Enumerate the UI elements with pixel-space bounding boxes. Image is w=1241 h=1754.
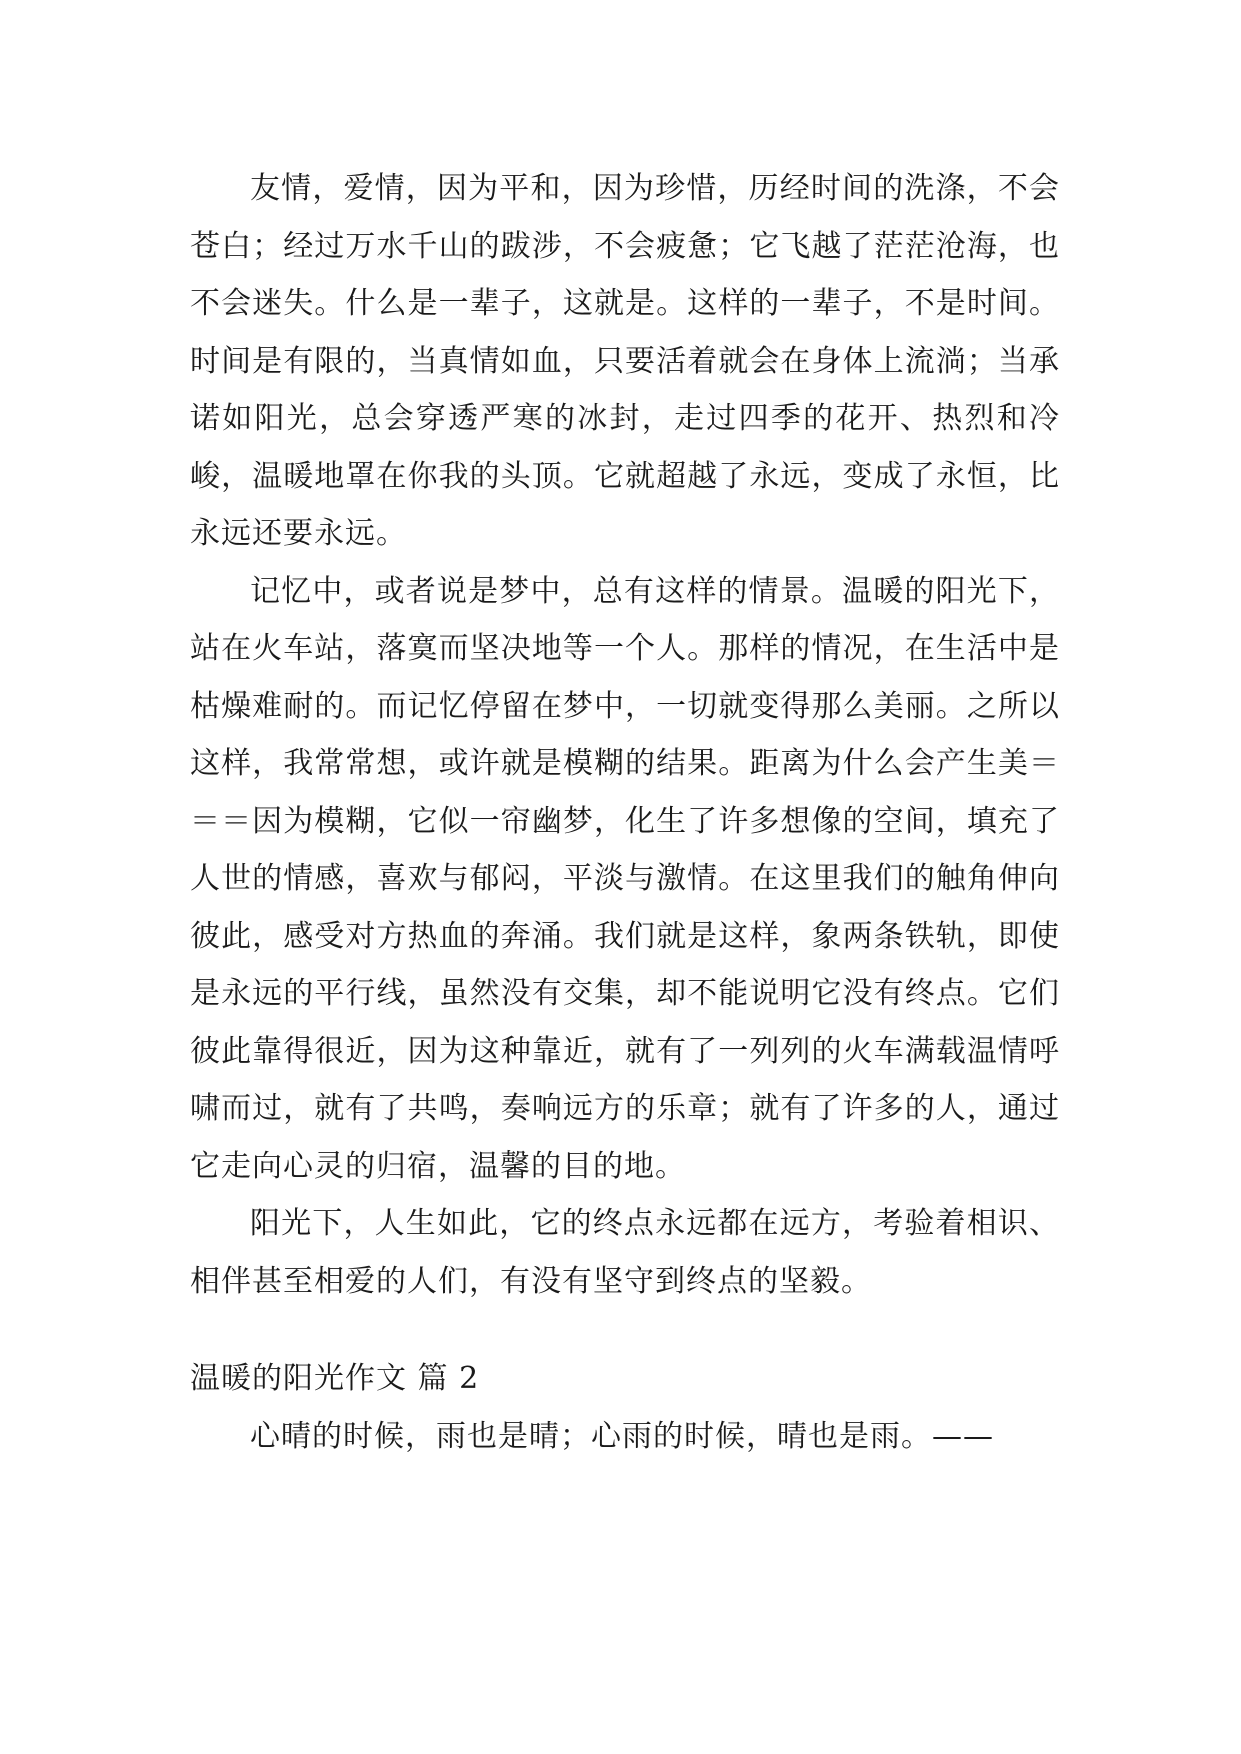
paragraph-memory: 记忆中，或者说是梦中，总有这样的情景。温暖的阳光下，站在火车站，落寞而坚决地等一个人。那样的情况，在生活中是枯燥难耐的。而记忆停留在梦中，一切就变得那么美丽。之所以这样，我常常想，或许就是模糊的结果。距离为什么会产生美＝＝＝因为模糊，它似一帘幽梦，化生了许多想像的空间，填充了人世的情感，喜欢与郁闷，平淡与激情。在这里我们的触角伸向彼此，感受对方热血的奔涌。我们就是这样，象两条铁轨，即使是永远的平行线，虽然没有交集，却不能说明它没有终点。它们彼此靠得很近，因为这种靠近，就有了一列列的火车满载温情呼啸而过，就有了共鸣，奏响远方的乐章；就有了许多的人，通过它走向心灵的归宿，温馨的目的地。 — [190, 573, 1060, 1184]
paragraph-friendship: 友情，爱情，因为平和，因为珍惜，历经时间的洗涤，不会苍白；经过万水千山的跋涉，不会疲惫；它飞越了茫茫沧海，也不会迷失。什么是一辈子，这就是。这样的一辈子，不是时间。时间是有限的，当真情如血，只要活着就会在身体上流淌；当承诺如阳光，总会穿透严寒的冰封，走过四季的花开、热烈和冷峻，温暖地罩在你我的头顶。它就超越了永远，变成了永恒，比永远还要永远。 — [190, 171, 1060, 551]
paragraph-sunlight: 阳光下，人生如此，它的终点永远都在远方，考验着相识、相伴甚至相爱的人们，有没有坚守到终点的坚毅。 — [190, 1206, 1060, 1299]
document-page — [190, 160, 1060, 1465]
paragraph-sunny-heart: 心晴的时候，雨也是晴；心雨的时候，晴也是雨。—— — [250, 1418, 994, 1454]
section-heading: 温暖的阳光作文 篇 2 — [190, 1361, 480, 1396]
